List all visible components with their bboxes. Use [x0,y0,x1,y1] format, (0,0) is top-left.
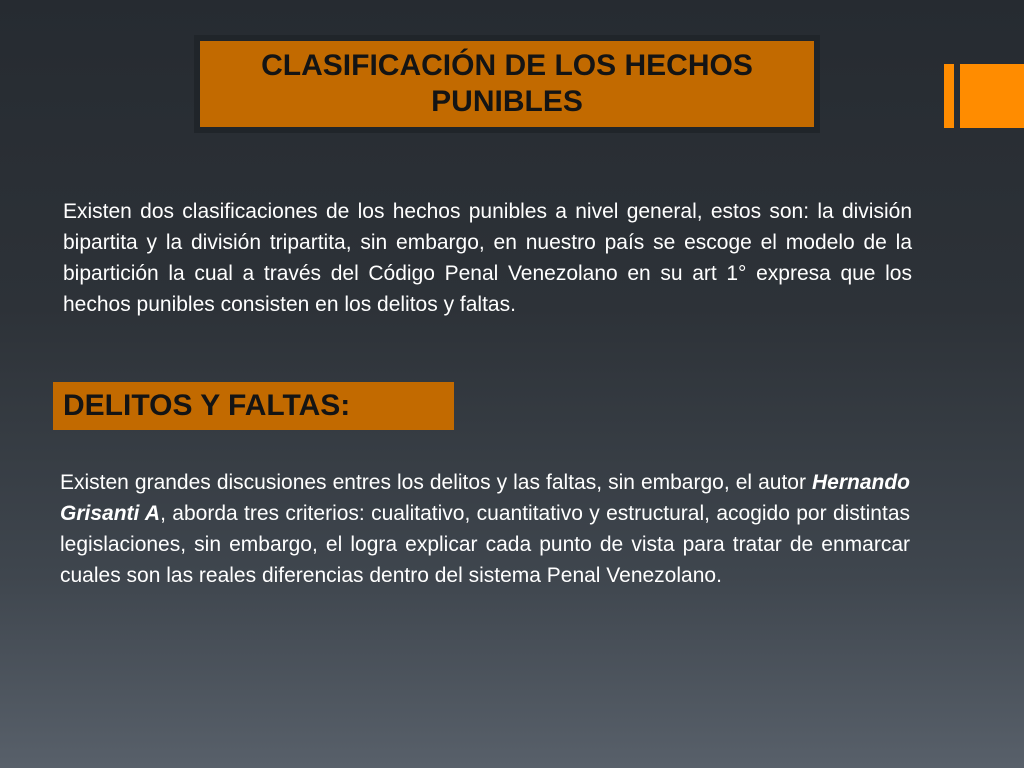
author-name: Hernando Grisanti A [60,471,910,525]
decorative-bar-thin [944,64,954,128]
subheading: DELITOS Y FALTAS: [63,389,351,422]
subheading-banner [53,382,454,430]
decorative-bar-wide [960,64,1024,128]
title-banner [200,41,814,127]
second-paragraph [60,467,910,591]
intro-paragraph: Existen dos clasificaciones de los hechos punibles a nivel general, estos son: la división bipartita y la división tripartita, sin embargo, en nuestro país se escoge el modelo de la bipartición la cual a través del Código Penal Venezolano en su art 1° expresa que los hechos punibles consisten en los delitos y faltas. [63,200,912,316]
second-paragraph-text-start: Existen grandes discusiones entres los delitos y las faltas, sin embargo, el autor [60,471,812,494]
title-box [194,35,820,133]
slide-title: CLASIFICACIÓN DE LOS HECHOS PUNIBLES [261,49,753,118]
second-paragraph-text-end: , aborda tres criterios: cualitativo, cuantitativo y estructural, acogido por distintas legislaciones, sin embargo, el logra explicar cada punto de vista para tratar de enmarcar cuales son las reales diferencias dentro del sistema Penal Venezolano. [60,502,910,587]
